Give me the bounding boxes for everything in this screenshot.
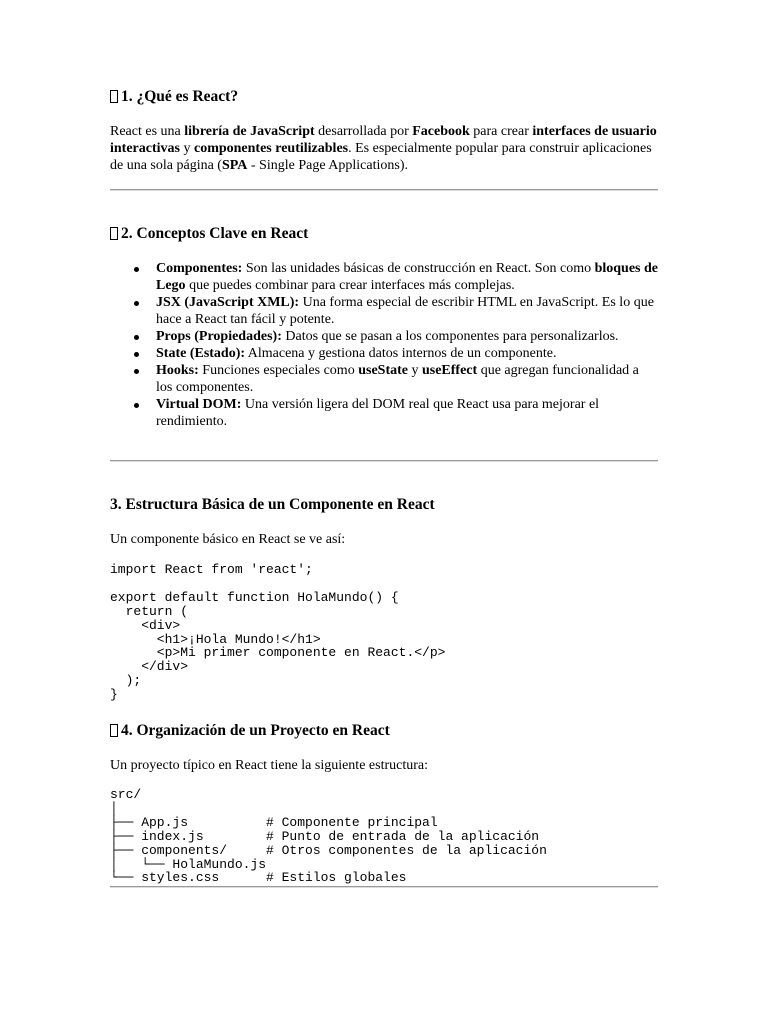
section-divider [110,460,658,462]
code-block: import React from 'react'; export default function HolaMundo() { return ( <div> <h1>¡Hola Mundo!</h1> <p>Mi primer componente en React.</p> </div> ); } [110,562,446,703]
list-item: Componentes: Son las unidades básicas de construcción en React. Son como bloques de Lego que puedes combinar para crear interfaces más complejas. [110,260,658,294]
list-item: Props (Propiedades): Datos que se pasan a los componentes para personalizarlos. [110,328,658,345]
concepts-list [110,260,658,430]
section-divider [110,886,658,888]
section-1-heading: 1. ¿Qué es React? [110,88,238,106]
folder-tree-block: src/ │ ├── App.js # Componente principal ├── index.js # Punto de entrada de la aplicación ├── components/ # Otros componentes de la aplicación │ └── HolaMundo.js └── styles.css # Estilos globales [110,787,547,886]
missing-emoji-icon [110,724,118,737]
missing-emoji-icon [110,227,118,240]
section-4-intro: Un proyecto típico en React tiene la siguiente estructura: [110,758,428,773]
list-item: JSX (JavaScript XML): Una forma especial de escribir HTML en JavaScript. Es lo que hace a React tan fácil y potente. [110,294,658,328]
section-3-intro: Un componente básico en React se ve así: [110,532,346,547]
section-3-heading: 3. Estructura Básica de un Componente en React [110,496,435,513]
section-2-heading: 2. Conceptos Clave en React [110,225,308,243]
missing-emoji-icon [110,90,118,103]
list-item: Hooks: Funciones especiales como useState y useEffect que agregan funcionalidad a los componentes. [110,362,658,396]
section-4-heading: 4. Organización de un Proyecto en React [110,722,390,740]
list-item: Virtual DOM: Una versión ligera del DOM real que React usa para mejorar el rendimiento. [110,396,658,430]
section-divider [110,189,658,191]
list-item: State (Estado): Almacena y gestiona datos internos de un componente. [110,345,658,362]
section-1-paragraph: React es una librería de JavaScript desarrollada por Facebook para crear interfaces de usuario interactivas y componentes reutilizables. Es especialmente popular para construir aplicaciones de una sola página (SPA - Single Page Applications). [110,124,657,173]
